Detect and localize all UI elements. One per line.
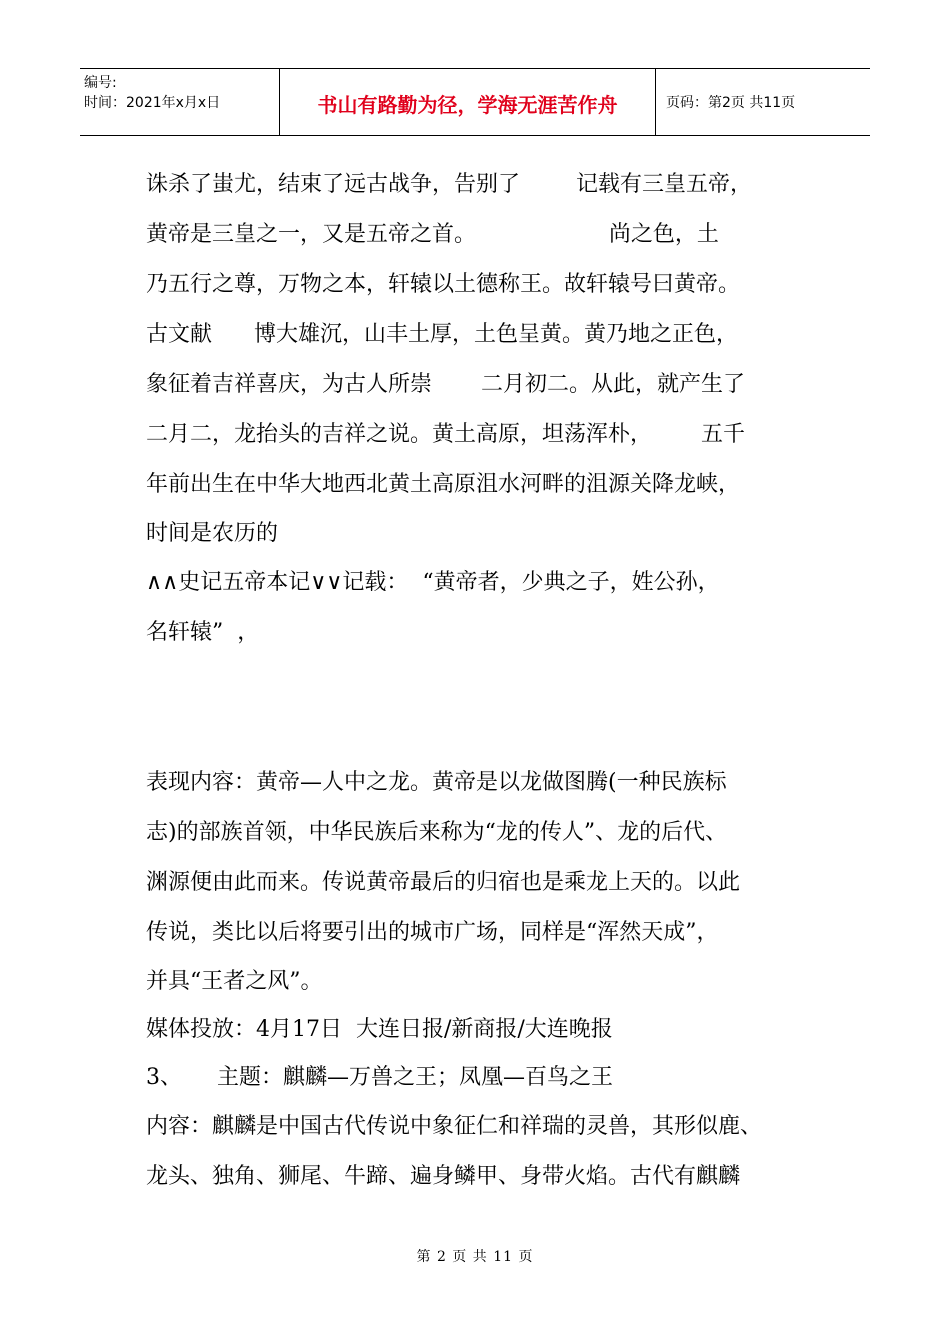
body-text	[146, 160, 826, 1202]
text-line: 媒体投放：4月17日 大连日报/新商报/大连晚报	[146, 1017, 613, 1042]
header-motto: 书山有路勤为径，学海无涯苦作舟	[280, 69, 656, 135]
text-line: 传说，类比以后将要引出的城市广场，同样是“浑然天成”，	[146, 920, 719, 945]
page-footer: 第 2 页 共 11 页	[416, 1249, 534, 1265]
text-line: 乃五行之尊，万物之本，轩辕以土德称王。故轩辕号曰黄帝。	[146, 272, 741, 297]
text-line: 名轩辕” ，	[146, 620, 260, 645]
text-line: 内容：麒麟是中国古代传说中象征仁和祥瑞的灵兽，其形似鹿、	[146, 1114, 763, 1139]
text-line: ∧∧史记五帝本记∨∨记载： “黄帝者，少典之子，姓公孙，	[146, 570, 720, 595]
header-meta	[80, 69, 280, 135]
text-line: 黄帝是三皇之一，又是五帝之首。 尚之色，土	[146, 222, 719, 247]
text-line: 龙头、独角、狮尾、牛蹄、遍身鳞甲、身带火焰。古代有麒麟	[146, 1164, 741, 1189]
number-label: 编号:	[84, 75, 117, 91]
time-label: 时间：2021年x月x日	[84, 95, 221, 111]
text-line: 时间是农历的	[146, 521, 279, 546]
text-line: 古文献 博大雄沉，山丰土厚，土色呈黄。黄乃地之正色，	[146, 322, 738, 347]
text-line: 诛杀了蚩尤，结束了远古战争，告别了 记载有三皇五帝，	[146, 172, 752, 197]
text-line: 志)的部族首领，中华民族后来称为“龙的传人”、龙的后代、	[146, 820, 728, 845]
blank-line	[146, 708, 826, 758]
text-line: 二月二，龙抬头的吉祥之说。黄土高原，坦荡浑朴， 五千	[146, 422, 745, 447]
header-page-label: 页码：第2页 共11页	[666, 95, 796, 111]
document-header	[80, 68, 870, 136]
text-line: 渊源便由此而来。传说黄帝最后的归宿也是乘龙上天的。以此	[146, 870, 741, 895]
blank-line	[146, 658, 826, 708]
text-line: 3、 主题：麒麟—万兽之王；凤凰—百鸟之王	[146, 1065, 613, 1090]
text-line: 象征着吉祥喜庆，为古人所崇 二月初二。从此，就产生了	[146, 372, 745, 397]
text-line: 并具“王者之风”。	[146, 969, 323, 994]
text-line: 年前出生在中华大地西北黄土高原沮水河畔的沮源关降龙峡，	[146, 472, 741, 497]
text-line: 表现内容：黄帝—人中之龙。黄帝是以龙做图腾(一种民族标	[146, 770, 727, 795]
